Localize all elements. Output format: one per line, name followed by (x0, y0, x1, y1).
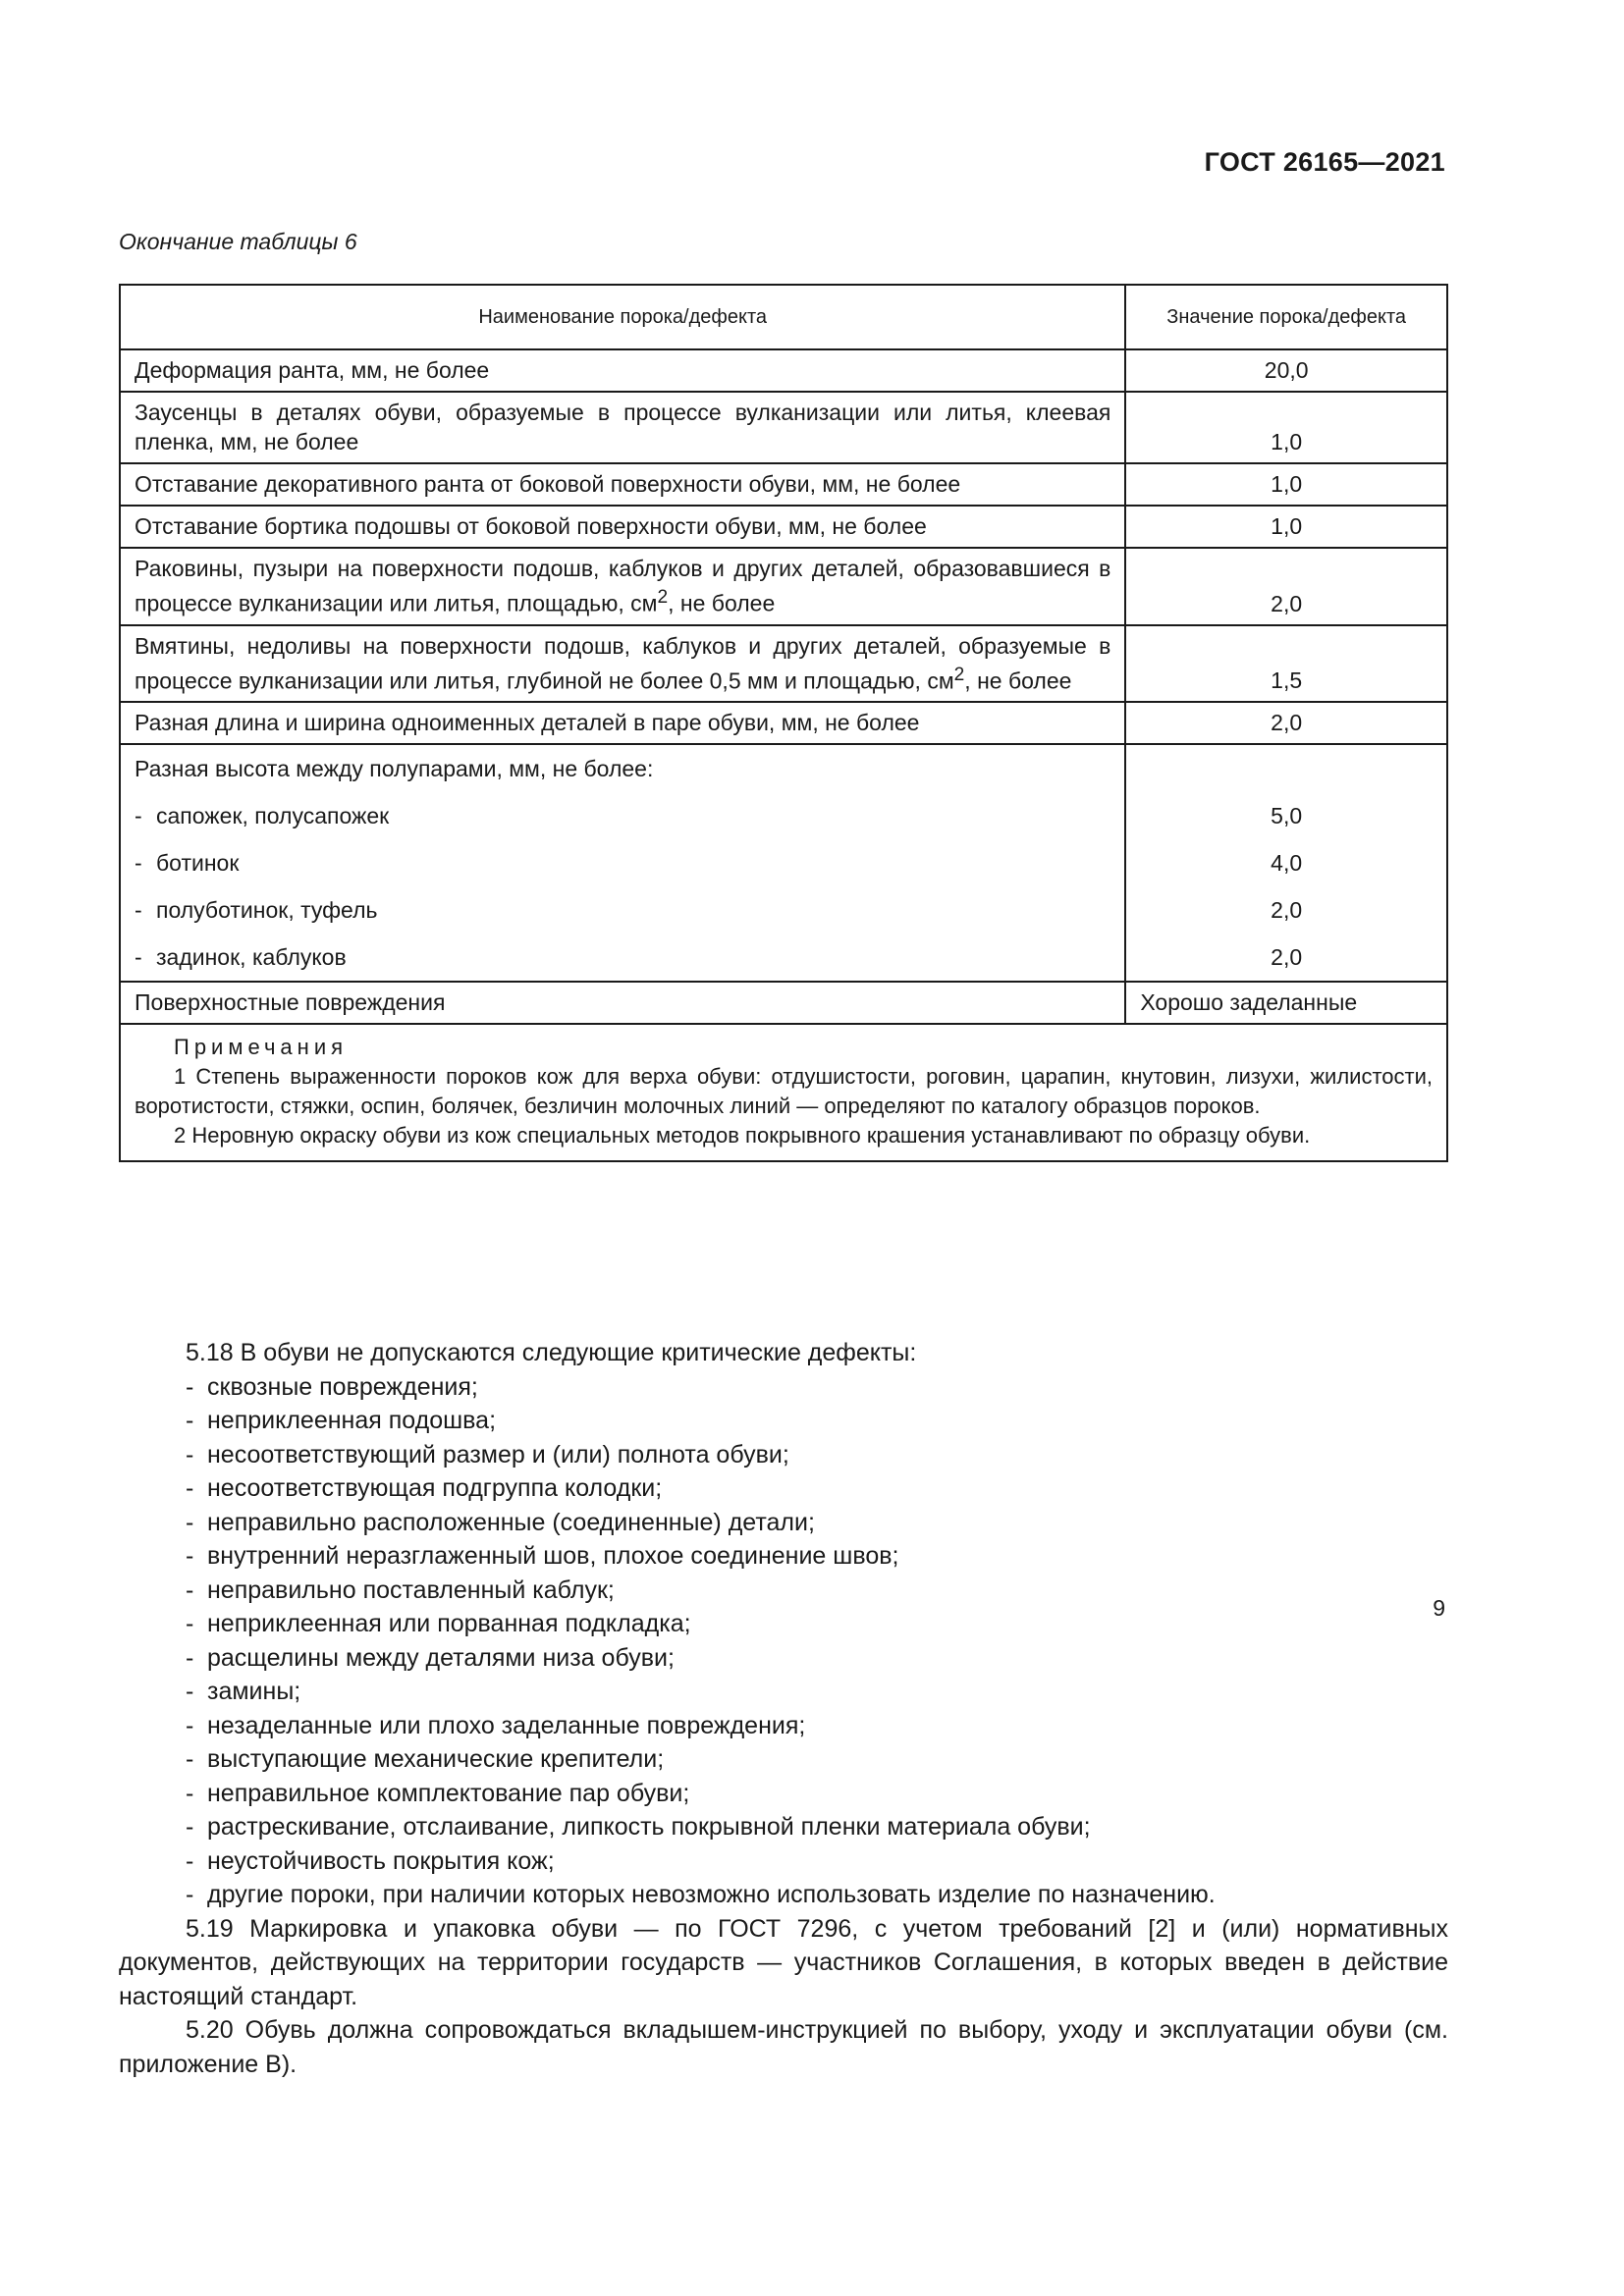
note-item: 2 Неровную окраску обуви из кож специальных методов покрывного крашения устанавливают по образцу обуви. (174, 1123, 1311, 1148)
list-item-text: неустойчивость покрытия кож; (207, 1846, 555, 1875)
list-item: - растрескивание, отслаивание, липкость покрывной пленки материала обуви; (186, 1813, 1091, 1841)
page-number: 9 (1433, 1595, 1445, 1621)
defect-name-suffix: , не более (668, 590, 776, 616)
list-item: - неприклеенная подошва; (186, 1407, 497, 1434)
table-row (120, 625, 1447, 703)
list-item: - неправильное комплектование пар обуви; (186, 1779, 690, 1807)
defect-value: 2,0 (1125, 702, 1447, 744)
list-item: - несоответствующий размер и (или) полнота обуви; (186, 1440, 789, 1468)
section-5-19: 5.19 Маркировка и упаковка обуви — по ГОСТ 7296, с учетом требований [2] и (или) нормативных документов, действующих на территории государств — участников Соглашения, в которых введен в действие настоящий стандарт. (119, 1914, 1448, 2010)
header-defect-value: Значение порока/дефекта (1125, 285, 1447, 349)
list-item: - неустойчивость покрытия кож; (186, 1846, 555, 1875)
notes-row (120, 1024, 1447, 1161)
defect-name-text: Вмятины, недоливы на поверхности подошв, каблуков и других деталей, образуемые в процессе вулканизации или литья, глубиной не более 0,5 мм и площадью, см (135, 632, 1111, 694)
height-group-item: - ботинок (120, 839, 1125, 886)
defect-value: 1,0 (1125, 506, 1447, 548)
list-item: - замины; (186, 1678, 301, 1705)
height-group-row (120, 792, 1447, 839)
section-5-20: 5.20 Обувь должна сопровождаться вкладышем-инструкцией по выбору, уходу и эксплуатации обуви (см. приложение В). (119, 2016, 1448, 2078)
list-item: - неправильно расположенные (соединенные) детали; (186, 1508, 815, 1536)
defect-name (120, 625, 1125, 703)
list-item-text: расщелины между деталями низа обуви; (207, 1643, 675, 1672)
list-item-text: незаделанные или плохо заделанные повреждения; (207, 1711, 806, 1739)
defect-name: Деформация ранта, мм, не более (120, 349, 1125, 392)
defect-name: Отставание бортика подошвы от боковой поверхности обуви, мм, не более (120, 506, 1125, 548)
defect-value: 1,5 (1125, 625, 1447, 703)
defect-value: 5,0 (1125, 792, 1447, 839)
height-group-row (120, 934, 1447, 982)
defect-name-text: Раковины, пузыри на поверхности подошв, каблуков и других деталей, образовавшиеся в процессе вулканизации или литья, площадью, см (135, 556, 1111, 616)
defect-value: 1,0 (1125, 463, 1447, 506)
list-item-text: несоответствующий размер и (или) полнота обуви; (207, 1440, 789, 1468)
defect-name: Отставание декоративного ранта от боковой поверхности обуви, мм, не более (120, 463, 1125, 506)
defect-value: 1,0 (1125, 392, 1447, 463)
list-item-text: неправильно поставленный каблук; (207, 1575, 615, 1604)
section-5-18-intro: 5.18 В обуви не допускаются следующие критические дефекты: (186, 1339, 917, 1366)
list-item-text: замины; (207, 1678, 301, 1705)
list-item-text: неприклеенная или порванная подкладка; (207, 1610, 691, 1637)
note-item: 1 Степень выраженности пороков кож для верха обуви: отдушистости, роговин, царапин, кнутовин, лизухи, жилистости, воротистости, стяжки, оспин, болячек, безличин молочных линий — определяют по каталогу образцов пороков. (135, 1064, 1433, 1119)
defect-value-empty (1125, 744, 1447, 792)
item-text: сапожек, полусапожек (156, 803, 390, 829)
height-group-row (120, 839, 1447, 886)
list-item: - расщелины между деталями низа обуви; (186, 1643, 675, 1672)
critical-defects-list (119, 1370, 1448, 1912)
list-item: - неправильно поставленный каблук; (186, 1575, 615, 1604)
defect-name: Разная длина и ширина одноименных деталей в паре обуви, мм, не более (120, 702, 1125, 744)
unit-superscript: 2 (953, 664, 965, 685)
list-item: - сквозные повреждения; (186, 1372, 478, 1401)
header-defect-name: Наименование порока/дефекта (120, 285, 1125, 349)
list-item: - неприклеенная или порванная подкладка; (186, 1610, 691, 1637)
table-row (120, 548, 1447, 625)
table-row (120, 702, 1447, 744)
height-group-title-row (120, 744, 1447, 792)
defect-value: 2,0 (1125, 934, 1447, 982)
list-item-text: неправильно расположенные (соединенные) детали; (207, 1508, 815, 1536)
defect-value: Хорошо заделанные (1125, 982, 1447, 1024)
defect-name: Заусенцы в деталях обуви, образуемые в процессе вулканизации или литья, клеевая пленка, мм, не более (120, 392, 1125, 463)
defect-name-suffix: , не более (964, 667, 1072, 694)
table-notes (120, 1024, 1447, 1161)
table-caption: Окончание таблицы 6 (119, 229, 357, 254)
defect-value: 4,0 (1125, 839, 1447, 886)
height-group-row (120, 886, 1447, 934)
item-text: задинок, каблуков (156, 944, 347, 971)
item-text: полуботинок, туфель (156, 897, 378, 924)
list-item: - незаделанные или плохо заделанные повреждения; (186, 1711, 806, 1739)
list-item-text: выступающие механические крепители; (207, 1745, 665, 1773)
table-row (120, 392, 1447, 463)
list-item: - внутренний неразглаженный шов, плохое соединение швов; (186, 1542, 899, 1570)
height-group-item: - полуботинок, туфель (120, 886, 1125, 934)
list-item-text: растрескивание, отслаивание, липкость покрывной пленки материала обуви; (207, 1813, 1091, 1841)
table-row (120, 506, 1447, 548)
list-item-text: несоответствующая подгруппа колодки; (207, 1474, 663, 1502)
list-item: - несоответствующая подгруппа колодки; (186, 1474, 663, 1502)
table-row (120, 349, 1447, 392)
list-item-text: сквозные повреждения; (207, 1372, 478, 1401)
list-item: - выступающие механические крепители; (186, 1745, 665, 1773)
document-code: ГОСТ 26165—2021 (1204, 147, 1445, 177)
height-group-title: Разная высота между полупарами, мм, не более: (120, 744, 1125, 792)
list-item-text: неправильное комплектование пар обуви; (207, 1779, 690, 1807)
defect-name: Поверхностные повреждения (120, 982, 1125, 1024)
table-row (120, 463, 1447, 506)
table-header-row (120, 285, 1447, 349)
height-group-item: - сапожек, полусапожек (120, 792, 1125, 839)
defect-value: 2,0 (1125, 886, 1447, 934)
item-text: ботинок (156, 850, 240, 877)
defect-value: 2,0 (1125, 548, 1447, 625)
defect-name (120, 548, 1125, 625)
list-item: - другие пороки, при наличии которых невозможно использовать изделие по назначению. (186, 1881, 1216, 1908)
list-item-text: другие пороки, при наличии которых невозможно использовать изделие по назначению. (207, 1881, 1216, 1908)
notes-title: Примечания (174, 1035, 349, 1060)
table-row (120, 982, 1447, 1024)
list-item-text: внутренний неразглаженный шов, плохое соединение швов; (207, 1542, 899, 1570)
defect-value: 20,0 (1125, 349, 1447, 392)
list-item-text: неприклеенная подошва; (207, 1407, 497, 1434)
body-text (119, 1336, 1448, 2081)
height-group-item: - задинок, каблуков (120, 934, 1125, 982)
defects-table (119, 284, 1448, 1162)
unit-superscript: 2 (657, 587, 669, 608)
